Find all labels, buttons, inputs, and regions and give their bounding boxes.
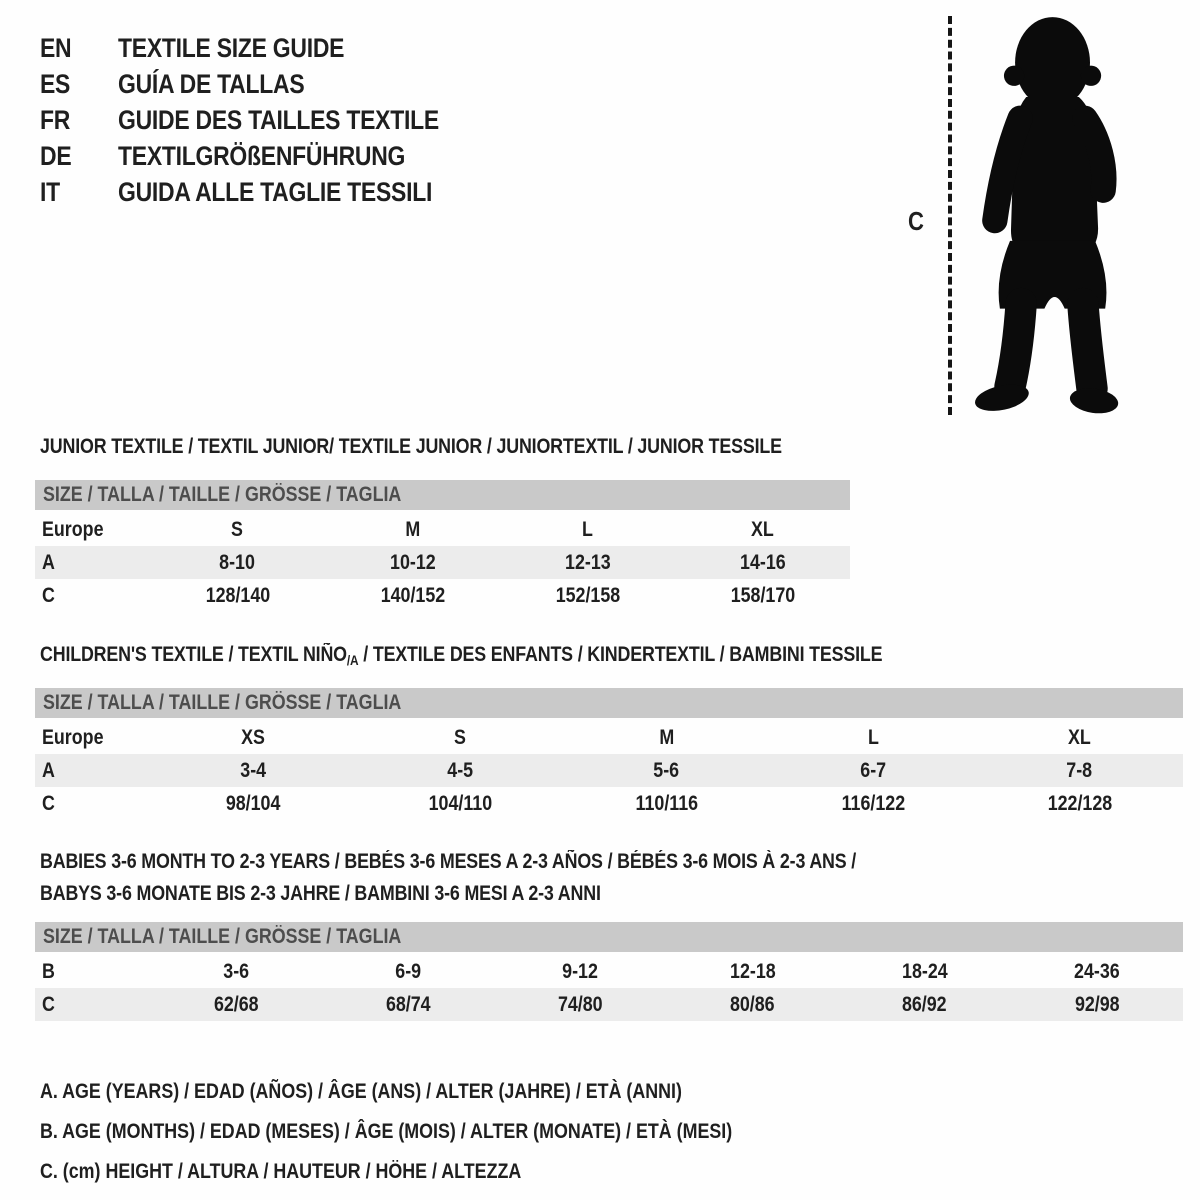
table-cell: XL [751,517,774,541]
table-row-age-months [35,955,1183,988]
table-cell: 116/122 [841,791,905,815]
table-row-height [35,787,1183,820]
table-cell: 10-12 [389,550,436,574]
table-cell: S [231,517,244,541]
row-label: C [42,583,55,607]
table-cell: 8-10 [219,550,256,574]
babies-size-table [35,922,1183,1021]
table-cell: 6-7 [860,758,886,782]
height-measure-line [948,16,952,415]
baby-silhouette-icon [962,12,1137,417]
table-cell: 5-6 [653,758,680,782]
row-label: A [42,758,55,782]
guide-title: TEXTILGRÖßENFÜHRUNG [118,140,406,171]
table-row-europe [35,721,1183,754]
height-measure-label: C [908,206,924,236]
table-cell: 110/116 [635,791,698,815]
table-row-age [35,754,1183,787]
table-cell: 3-4 [240,758,267,782]
language-row [40,66,496,102]
legend-height: C. (cm) HEIGHT / ALTURA / HAUTEUR / HÖHE / ALTEZZA [40,1160,522,1183]
table-cell: L [867,725,879,749]
legend-age-months: B. AGE (MONTHS) / EDAD (MESES) / ÂGE (MOIS) / ALTER (MONATE) / ETÀ (MESI) [40,1120,733,1143]
table-cell: 14-16 [739,550,786,574]
row-label: A [42,550,55,574]
language-code: IT [40,176,60,207]
table-cell: 158/170 [730,583,795,607]
table-cell: 86/92 [902,992,948,1016]
row-label: Europe [42,725,104,749]
table-cell: 12-18 [729,959,776,983]
table-cell: 104/110 [428,791,492,815]
legend-age-years: A. AGE (YEARS) / EDAD (AÑOS) / ÂGE (ANS) / ALTER (JAHRE) / ETÀ (ANNI) [40,1080,682,1103]
table-cell: 7-8 [1066,758,1093,782]
measure-legend [40,1072,854,1192]
table-cell: S [453,725,466,749]
language-code: EN [40,32,72,63]
junior-section-title: JUNIOR TEXTILE / TEXTIL JUNIOR/ TEXTILE JUNIOR / JUNIORTEXTIL / JUNIOR TESSILE [40,435,782,458]
table-cell: 4-5 [446,758,473,782]
babies-section-title-line2: BABYS 3-6 MONATE BIS 2-3 JAHRE / BAMBINI 3-6 MESI A 2-3 ANNI [40,882,601,905]
junior-size-table [35,480,850,612]
row-label: Europe [42,517,104,541]
language-code: FR [40,104,71,135]
language-row [40,138,496,174]
table-cell: 92/98 [1074,992,1120,1016]
guide-title: TEXTILE SIZE GUIDE [118,32,345,63]
row-label: B [42,959,55,983]
size-header-band: SIZE / TALLA / TAILLE / GRÖSSE / TAGLIA [35,922,1183,952]
table-cell: 62/68 [213,992,259,1016]
language-row [40,30,496,66]
table-cell: 12-13 [564,550,611,574]
table-cell: XL [1068,725,1092,749]
babies-section-title-line1: BABIES 3-6 MONTH TO 2-3 YEARS / BEBÉS 3-6 MESES A 2-3 AÑOS / BÉBÉS 3-6 MOIS À 2-3 ANS / [40,850,857,873]
guide-title: GUIDA ALLE TAGLIE TESSILI [118,176,433,207]
language-code: DE [40,140,72,171]
table-cell: 74/80 [558,992,603,1016]
language-row [40,102,496,138]
table-cell: 68/74 [385,992,431,1016]
table-cell: L [582,517,593,541]
table-cell: XS [241,725,266,749]
table-cell: 128/140 [205,583,270,607]
table-row-height [35,988,1183,1021]
table-cell: 152/158 [555,583,620,607]
size-header-band: SIZE / TALLA / TAILLE / GRÖSSE / TAGLIA [35,688,1183,718]
table-cell: 18-24 [901,959,948,983]
language-list [40,30,496,210]
guide-title: GUIDE DES TAILLES TEXTILE [118,104,439,135]
table-cell: 9-12 [562,959,599,983]
row-label: C [42,992,55,1016]
table-cell: M [405,517,420,541]
table-row-europe [35,513,850,546]
row-label: C [42,791,55,815]
language-row [40,174,496,210]
table-cell: 122/128 [1047,791,1112,815]
table-row-height [35,579,850,612]
table-row-age [35,546,850,579]
size-header-band: SIZE / TALLA / TAILLE / GRÖSSE / TAGLIA [35,480,850,510]
table-cell: 24-36 [1074,959,1120,983]
table-cell: 6-9 [395,959,422,983]
table-cell: 3-6 [223,959,249,983]
table-cell: 80/86 [730,992,775,1016]
children-section-title: CHILDREN'S TEXTILE / TEXTIL $NIÑO_{/A}$ / TEXTILE DES ENFANTS / KINDERTEXTIL / BAMBINI TESSILE [40,643,883,668]
language-code: ES [40,68,71,99]
table-cell: 140/152 [380,583,445,607]
guide-title: GUÍA DE TALLAS [118,68,305,99]
table-cell: 98/104 [225,791,281,815]
children-size-table [35,688,1183,820]
table-cell: M [659,725,674,749]
